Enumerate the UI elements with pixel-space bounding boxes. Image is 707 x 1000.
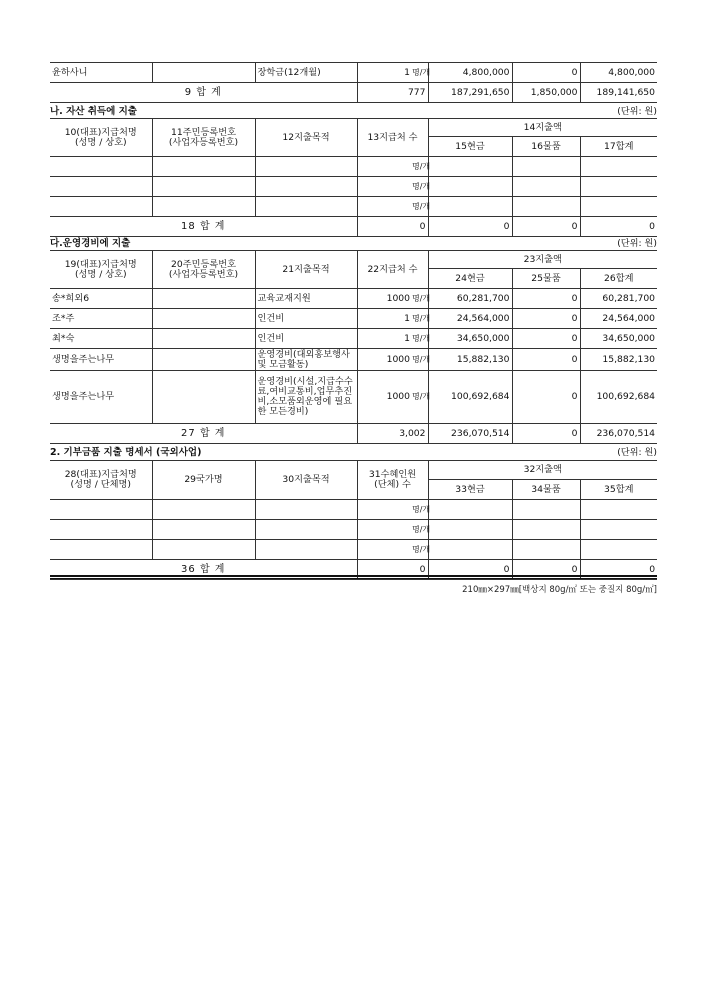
col-header-reg-no: 11주민등록번호 (사업자등록번호) [152, 119, 255, 157]
payee-name: 송*희외6 [50, 289, 152, 309]
unit-note: (단위: 원) [617, 106, 657, 117]
payee-name: 생명을주는나무 [50, 371, 152, 424]
table-row [50, 177, 657, 197]
table-row [50, 329, 657, 349]
purpose: 운영경비(대외홍보행사 및 모금활동) [255, 349, 357, 371]
col-header-goods: 16물품 [512, 137, 580, 157]
total: 4,800,000 [580, 63, 657, 83]
sum-cash: 0 [428, 560, 512, 580]
sum-label: 18 합 계 [50, 217, 357, 237]
sum-total: 0 [580, 560, 657, 580]
count-unit: 명/개 [412, 349, 428, 371]
table-row [50, 520, 657, 540]
col-header-purpose: 21지출목적 [255, 251, 357, 289]
table-row [50, 197, 657, 217]
sum-row [50, 424, 657, 444]
sum-count: 0 [357, 560, 428, 580]
goods: 0 [512, 289, 580, 309]
count: 1 [357, 309, 412, 329]
sum-count: 777 [357, 83, 428, 103]
count-unit: 명/개 [412, 197, 428, 217]
operating-expense-table [50, 250, 657, 444]
table-row [50, 500, 657, 520]
payee-name: 조*주 [50, 309, 152, 329]
count: 1 [357, 63, 412, 83]
cash: 100,692,684 [428, 371, 512, 424]
reg-no [152, 63, 255, 83]
sum-count: 0 [357, 217, 428, 237]
unit-note: (단위: 원) [617, 238, 657, 249]
cash: 60,281,700 [428, 289, 512, 309]
asset-expense-table [50, 118, 657, 237]
count-unit: 명/개 [412, 540, 428, 560]
goods: 0 [512, 371, 580, 424]
table-row [50, 63, 657, 83]
col-header-goods: 25물품 [512, 269, 580, 289]
sum-total: 236,070,514 [580, 424, 657, 444]
count-unit: 명/개 [412, 371, 428, 424]
donation-expense-table-a [50, 62, 657, 103]
purpose: 교육교재지원 [255, 289, 357, 309]
bottom-rule [50, 575, 657, 577]
sum-goods: 0 [512, 560, 580, 580]
purpose: 인건비 [255, 329, 357, 349]
total: 100,692,684 [580, 371, 657, 424]
bottom-rule-thin [50, 578, 657, 579]
cash: 4,800,000 [428, 63, 512, 83]
total: 34,650,000 [580, 329, 657, 349]
col-header-cash: 24현금 [428, 269, 512, 289]
count: 1 [357, 329, 412, 349]
payee-name: 생명을주는나무 [50, 349, 152, 371]
count: 1000 [357, 349, 412, 371]
col-header-reg-no: 20주민등록번호 (사업자등록번호) [152, 251, 255, 289]
col-header-total: 35합계 [580, 480, 657, 500]
count-unit: 명/개 [412, 500, 428, 520]
purpose: 인건비 [255, 309, 357, 329]
overseas-expense-table [50, 460, 657, 580]
sum-goods: 0 [512, 217, 580, 237]
sum-label: 9 합 계 [50, 83, 357, 103]
table-row [50, 540, 657, 560]
sum-label: 27 합 계 [50, 424, 357, 444]
cash: 34,650,000 [428, 329, 512, 349]
purpose: 장학금(12개월) [255, 63, 357, 83]
count-unit: 명/개 [412, 520, 428, 540]
payee-name: 윤하사니 [50, 63, 152, 83]
count: 1000 [357, 371, 412, 424]
section-c-title [50, 235, 657, 249]
count-unit: 명/개 [412, 309, 428, 329]
cash: 15,882,130 [428, 349, 512, 371]
col-header-payee: 19(대표)지급처명 (성명 / 상호) [50, 251, 152, 289]
sum-goods: 0 [512, 424, 580, 444]
section-title: 2. 기부금품 지출 명세서 (국외사업) [50, 447, 202, 458]
col-header-cash: 15현금 [428, 137, 512, 157]
sum-cash: 236,070,514 [428, 424, 512, 444]
section-d-title [50, 444, 657, 458]
col-header-total: 26합계 [580, 269, 657, 289]
sum-count: 3,002 [357, 424, 428, 444]
col-header-payee: 10(대표)지급처명 (성명 / 상호) [50, 119, 152, 157]
col-header-count: 22지급처 수 [357, 251, 428, 289]
total: 15,882,130 [580, 349, 657, 371]
table-row [50, 157, 657, 177]
table-row [50, 349, 657, 371]
sum-cash: 0 [428, 217, 512, 237]
sum-goods: 1,850,000 [512, 83, 580, 103]
goods: 0 [512, 329, 580, 349]
count-unit: 명/개 [412, 289, 428, 309]
col-header-count: 13지급처 수 [357, 119, 428, 157]
count: 1000 [357, 289, 412, 309]
sum-label: 36 합 계 [50, 560, 357, 580]
payee-name: 최*숙 [50, 329, 152, 349]
col-header-payee: 28(대표)지급처명 (성명 / 단체명) [50, 461, 152, 500]
goods: 0 [512, 309, 580, 329]
total: 24,564,000 [580, 309, 657, 329]
sum-row [50, 217, 657, 237]
total: 60,281,700 [580, 289, 657, 309]
section-title: 나. 자산 취득에 지출 [50, 106, 137, 117]
sum-row [50, 83, 657, 103]
table-row [50, 371, 657, 424]
count-unit: 명/개 [412, 63, 428, 83]
goods: 0 [512, 63, 580, 83]
count-unit: 명/개 [412, 177, 428, 197]
count-unit: 명/개 [412, 329, 428, 349]
table-row [50, 309, 657, 329]
sum-total: 189,141,650 [580, 83, 657, 103]
col-header-amount: 23지출액 [428, 251, 657, 269]
table-row [50, 289, 657, 309]
col-header-cash: 33현금 [428, 480, 512, 500]
col-header-amount: 32지출액 [428, 461, 657, 480]
col-header-purpose: 12지출목적 [255, 119, 357, 157]
col-header-goods: 34물품 [512, 480, 580, 500]
cash: 24,564,000 [428, 309, 512, 329]
section-b-title [50, 103, 657, 117]
col-header-count: 31수혜인원 (단체) 수 [357, 461, 428, 500]
col-header-country: 29국가명 [152, 461, 255, 500]
unit-note: (단위: 원) [617, 447, 657, 458]
purpose: 운영경비(시설,지급수수료,여비교통비,업무추진비,소모품외운영에 필요한 모든경비) [255, 371, 357, 424]
sum-total: 0 [580, 217, 657, 237]
col-header-purpose: 30지출목적 [255, 461, 357, 500]
section-title: 다.운영경비에 지출 [50, 238, 131, 249]
sum-cash: 187,291,650 [428, 83, 512, 103]
paper-spec-note: 210㎜×297㎜[백상지 80g/㎡ 또는 중질지 80g/㎡] [462, 585, 657, 595]
count-unit: 명/개 [412, 157, 428, 177]
goods: 0 [512, 349, 580, 371]
col-header-amount: 14지출액 [428, 119, 657, 137]
col-header-total: 17합계 [580, 137, 657, 157]
